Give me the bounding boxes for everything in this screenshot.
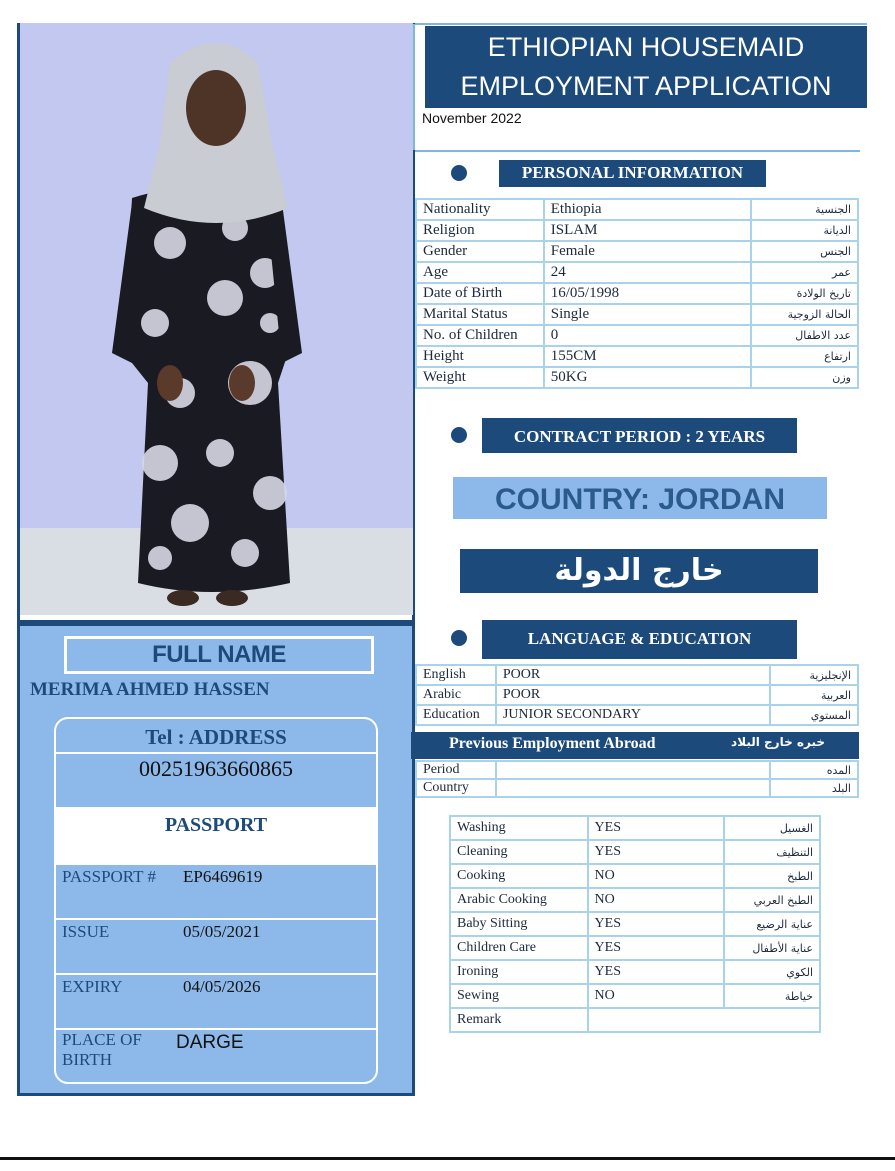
previous-row-label: Period	[416, 761, 496, 779]
language-row-arabic: المستوي	[770, 705, 858, 725]
page-bottom-rule	[0, 1157, 895, 1160]
personal-row-label: Weight	[416, 367, 544, 388]
previous-row-value	[496, 761, 770, 779]
skill-row-arabic: الطبخ العربي	[724, 888, 820, 912]
birthplace-value: DARGE	[176, 1032, 244, 1053]
title-line-1: ETHIOPIAN HOUSEMAID	[487, 32, 805, 62]
previous-row-arabic: المده	[770, 761, 858, 779]
skill-row-value: YES	[588, 960, 725, 984]
personal-row-value: 24	[544, 262, 752, 283]
personal-row	[416, 304, 858, 325]
previous-row	[416, 779, 858, 797]
personal-row	[416, 199, 858, 220]
personal-row	[416, 283, 858, 304]
language-row-arabic: العربية	[770, 685, 858, 705]
language-row-label: English	[416, 665, 496, 685]
personal-row-value: ISLAM	[544, 220, 752, 241]
skill-row-label: Washing	[450, 816, 588, 840]
language-row	[416, 705, 858, 725]
skill-row	[450, 840, 820, 864]
birthplace-row	[56, 1030, 376, 1084]
previous-row	[416, 761, 858, 779]
title-line-2: EMPLOYMENT APPLICATION	[460, 71, 832, 101]
personal-row-value: 50KG	[544, 367, 752, 388]
skill-row	[450, 960, 820, 984]
personal-row-arabic: تاريخ الولادة	[751, 283, 858, 304]
applicant-photo	[20, 23, 413, 615]
language-row-value: JUNIOR SECONDARY	[496, 705, 771, 725]
skill-row-value: YES	[588, 840, 725, 864]
personal-row-value: Female	[544, 241, 752, 262]
personal-row-arabic: عدد الاطفال	[751, 325, 858, 346]
personal-row-label: Religion	[416, 220, 544, 241]
contact-passport-card	[54, 717, 378, 1084]
title-top-rule	[415, 23, 867, 25]
passport-number-label: PASSPORT #	[62, 867, 156, 886]
previous-employment-arabic: خبره خارج البلاد	[731, 735, 825, 749]
skill-row-value: YES	[588, 816, 725, 840]
skill-row	[450, 864, 820, 888]
skill-row-value: NO	[588, 864, 725, 888]
skill-row	[450, 912, 820, 936]
skill-row-arabic: خياطة	[724, 984, 820, 1008]
personal-row-label: Date of Birth	[416, 283, 544, 304]
country-banner: COUNTRY: JORDAN	[453, 477, 827, 519]
document-title	[425, 26, 867, 108]
birthplace-label-line2: BIRTH	[62, 1050, 112, 1069]
skill-row-arabic: الطبخ	[724, 864, 820, 888]
skill-row-arabic: عناية الأطفال	[724, 936, 820, 960]
personal-row-arabic: الحالة الزوجية	[751, 304, 858, 325]
language-table	[415, 664, 859, 726]
issue-label: ISSUE	[62, 922, 110, 941]
issue-value: 05/05/2021	[183, 922, 261, 941]
skill-row-label: Sewing	[450, 984, 588, 1008]
skill-row-label: Arabic Cooking	[450, 888, 588, 912]
personal-row-arabic: الجنس	[751, 241, 858, 262]
remark-value	[588, 1008, 820, 1032]
language-education-heading: LANGUAGE & EDUCATION	[482, 620, 797, 659]
skill-row-arabic: الغسيل	[724, 816, 820, 840]
personal-row-label: No. of Children	[416, 325, 544, 346]
personal-row	[416, 220, 858, 241]
remark-row	[450, 1008, 820, 1032]
contract-period-heading: CONTRACT PERIOD : 2 YEARS	[482, 418, 797, 453]
personal-row-arabic: الديانة	[751, 220, 858, 241]
tel-value-band	[56, 754, 376, 809]
skill-row-arabic: عناية الرضيع	[724, 912, 820, 936]
personal-row-value: 0	[544, 325, 752, 346]
bullet-icon	[451, 165, 467, 181]
skill-row-label: Cleaning	[450, 840, 588, 864]
language-row-label: Arabic	[416, 685, 496, 705]
skill-row	[450, 888, 820, 912]
full-name-label: FULL NAME	[152, 641, 286, 668]
language-row-value: POOR	[496, 685, 771, 705]
personal-row	[416, 325, 858, 346]
applicant-figure-image	[20, 23, 413, 615]
expiry-label: EXPIRY	[62, 977, 123, 996]
skill-row	[450, 984, 820, 1008]
skill-row-label: Cooking	[450, 864, 588, 888]
expiry-value: 04/05/2026	[183, 977, 261, 996]
previous-employment-heading	[411, 732, 859, 759]
passport-number-value: EP6469619	[183, 867, 263, 886]
personal-row	[416, 367, 858, 388]
personal-row-label: Height	[416, 346, 544, 367]
skills-table	[449, 815, 821, 1033]
language-row-value: POOR	[496, 665, 771, 685]
skill-row	[450, 936, 820, 960]
passport-title: PASSPORT	[56, 809, 376, 865]
passport-issue-row	[56, 920, 376, 975]
bullet-icon	[451, 427, 467, 443]
previous-row-arabic: البلد	[770, 779, 858, 797]
skill-row-arabic: الكوي	[724, 960, 820, 984]
tel-value: 00251963660865	[139, 756, 293, 781]
skill-row	[450, 816, 820, 840]
previous-employment-table	[415, 760, 859, 798]
date-rule	[415, 150, 860, 152]
personal-row-value: Ethiopia	[544, 199, 752, 220]
previous-employment-label: Previous Employment Abroad	[449, 735, 656, 752]
full-name-value: MERIMA AHMED HASSEN	[30, 679, 270, 700]
personal-row-arabic: وزن	[751, 367, 858, 388]
personal-row-label: Nationality	[416, 199, 544, 220]
personal-row	[416, 346, 858, 367]
personal-row-value: 155CM	[544, 346, 752, 367]
personal-row-label: Marital Status	[416, 304, 544, 325]
birthplace-label-line1: PLACE OF	[62, 1030, 142, 1049]
personal-row-value: Single	[544, 304, 752, 325]
skill-row-value: YES	[588, 936, 725, 960]
personal-row	[416, 262, 858, 283]
personal-row	[416, 241, 858, 262]
passport-number-row	[56, 865, 376, 920]
skill-row-value: NO	[588, 984, 725, 1008]
language-row	[416, 685, 858, 705]
personal-info-table	[415, 198, 859, 389]
language-row	[416, 665, 858, 685]
document-date: November 2022	[422, 110, 522, 126]
language-row-label: Education	[416, 705, 496, 725]
birthplace-label	[62, 1030, 142, 1070]
previous-row-value	[496, 779, 770, 797]
remark-label: Remark	[450, 1008, 588, 1032]
personal-row-arabic: الجنسية	[751, 199, 858, 220]
skill-row-value: NO	[588, 888, 725, 912]
tel-address-label: Tel : ADDRESS	[145, 725, 287, 749]
tel-label-band	[56, 719, 376, 754]
header-divider	[413, 24, 415, 150]
country-arabic-banner: خارج الدولة	[460, 549, 818, 593]
passport-expiry-row	[56, 975, 376, 1030]
personal-row-label: Age	[416, 262, 544, 283]
full-name-label-box	[64, 636, 374, 674]
personal-row-label: Gender	[416, 241, 544, 262]
personal-info-heading: PERSONAL INFORMATION	[499, 160, 766, 187]
skill-row-label: Children Care	[450, 936, 588, 960]
previous-row-label: Country	[416, 779, 496, 797]
skill-row-value: YES	[588, 912, 725, 936]
personal-row-arabic: عمر	[751, 262, 858, 283]
skill-row-label: Ironing	[450, 960, 588, 984]
personal-row-value: 16/05/1998	[544, 283, 752, 304]
language-row-arabic: الإنجليزية	[770, 665, 858, 685]
skill-row-arabic: التنظيف	[724, 840, 820, 864]
bullet-icon	[451, 630, 467, 646]
skill-row-label: Baby Sitting	[450, 912, 588, 936]
personal-row-arabic: ارتفاع	[751, 346, 858, 367]
